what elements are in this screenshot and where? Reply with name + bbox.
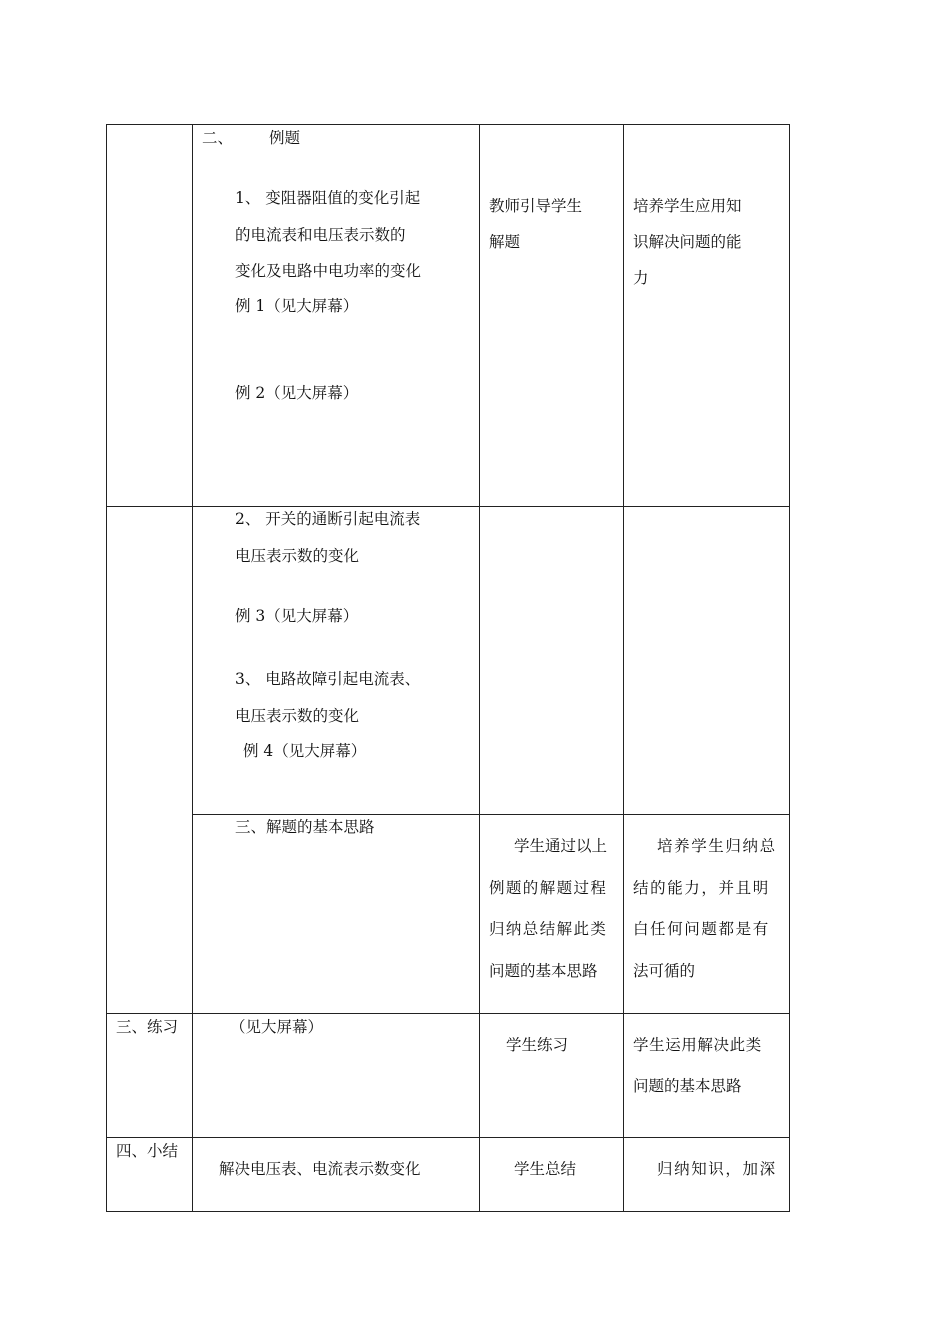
student-activity: 学生练习: [506, 1036, 569, 1054]
topic-line: 3、 电路故障引起电流表、: [235, 670, 421, 688]
student-activity-line: 例题的解题过程: [489, 879, 608, 897]
row-divider: [106, 1013, 790, 1014]
student-activity-line: 学生通过以上: [514, 837, 608, 855]
topic-line: 电压表示数的变化: [235, 547, 360, 565]
design-intent-line: 识解决问题的能: [633, 233, 742, 251]
stage-label: 三、练习: [116, 1018, 179, 1036]
design-intent-line: 结的能力，并且明: [633, 879, 770, 897]
example-reference: 例 4（见大屏幕）: [243, 742, 367, 760]
table-border-top: [106, 124, 790, 125]
stage-label: 四、小结: [116, 1142, 179, 1160]
example-reference: 例 3（见大屏幕）: [235, 607, 359, 625]
column-divider: [192, 124, 193, 1212]
section-number: 二、: [202, 129, 234, 147]
student-activity-line: 问题的基本思路: [489, 962, 598, 980]
column-divider: [479, 124, 480, 1212]
table-border-right: [789, 124, 790, 1212]
design-intent-line: 学生运用解决此类: [633, 1036, 762, 1054]
row-divider: [106, 506, 790, 507]
topic-line: 2、 开关的通断引起电流表: [235, 510, 421, 528]
column-divider: [623, 124, 624, 1212]
design-intent: 归纳知识，加深: [657, 1160, 777, 1178]
example-reference: 例 1（见大屏幕）: [235, 297, 359, 315]
teacher-activity-line: 解题: [489, 233, 521, 251]
content-text: 解决电压表、电流表示数变化: [219, 1160, 421, 1178]
design-intent-line: 培养学生归纳总: [657, 837, 777, 855]
topic-line: 变化及电路中电功率的变化: [235, 262, 422, 280]
table-border-left: [106, 124, 107, 1212]
design-intent-line: 白任何问题都是有: [633, 920, 770, 938]
section-heading: 例题: [269, 129, 301, 147]
design-intent-line: 法可循的: [633, 962, 696, 980]
topic-line: 电压表示数的变化: [235, 707, 360, 725]
design-intent-line: 问题的基本思路: [633, 1077, 742, 1095]
design-intent-line: 培养学生应用知: [633, 197, 742, 215]
row-divider: [192, 814, 790, 815]
example-reference: 例 2（见大屏幕）: [235, 384, 359, 402]
topic-line: 1、 变阻器阻值的变化引起: [235, 189, 421, 207]
student-activity: 学生总结: [514, 1160, 577, 1178]
teacher-activity-line: 教师引导学生: [489, 197, 583, 215]
topic-line: 的电流表和电压表示数的: [235, 226, 406, 244]
section-heading: 三、解题的基本思路: [235, 818, 375, 836]
table-border-bottom: [106, 1211, 790, 1212]
row-divider: [106, 1137, 790, 1138]
content-text: （见大屏幕）: [230, 1018, 324, 1036]
student-activity-line: 归纳总结解此类: [489, 920, 608, 938]
design-intent-line: 力: [633, 269, 649, 287]
